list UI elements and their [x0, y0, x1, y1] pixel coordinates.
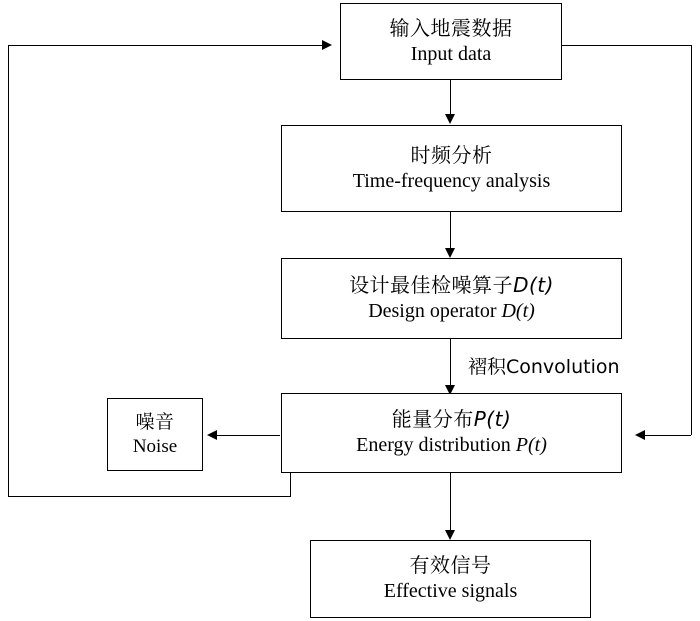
node-energy-distribution-en-text: Energy distribution: [356, 434, 516, 456]
node-time-frequency-analysis-label-cn: 时频分析: [410, 142, 493, 167]
node-design-operator-label-en: [368, 299, 535, 325]
node-design-operator-en-math: D(t): [501, 299, 535, 322]
feedback-right-vertical: [691, 45, 692, 435]
feedback-left-top-horizontal: [8, 45, 323, 46]
node-input-data-label-en: Input data: [410, 42, 492, 65]
node-input-data-label-cn: 输入地震数据: [389, 15, 513, 40]
connector-energy-to-noise: [217, 435, 280, 436]
node-effective-signals-label-en: Effective signals: [383, 580, 518, 602]
node-design-operator[interactable]: [281, 258, 622, 339]
arrowhead-feedback-to-energy: [635, 430, 645, 440]
arrowhead-energy-to-noise: [207, 430, 217, 440]
node-energy-distribution-en-math: P(t): [515, 434, 547, 456]
node-energy-distribution-cn-text: 能量分布: [391, 407, 474, 432]
arrowhead-tfa-to-operator: [445, 248, 455, 258]
connector-input-to-tfa: [450, 80, 451, 117]
node-design-operator-en-text: Design operator: [368, 299, 502, 322]
node-energy-distribution-cn-math: P(t): [473, 407, 512, 432]
feedback-right-bottom-horizontal: [645, 435, 691, 436]
node-noise-label-cn: 噪音: [135, 411, 175, 434]
node-energy-distribution-label-en: [356, 433, 547, 459]
edge-label-convolution: 褶积Convolution: [466, 352, 622, 379]
connector-operator-to-energy: [450, 339, 451, 391]
node-time-frequency-analysis-label-en: Time-frequency analysis: [352, 169, 551, 192]
node-energy-distribution[interactable]: [281, 393, 622, 473]
node-design-operator-label-cn: [349, 273, 554, 299]
connector-energy-to-effective: [450, 473, 451, 535]
feedback-left-bottom-horizontal: [8, 496, 290, 497]
connector-tfa-to-operator: [450, 212, 451, 250]
node-effective-signals[interactable]: [310, 540, 591, 618]
node-design-operator-cn-text: 设计最佳检噪算子: [349, 272, 514, 297]
arrowhead-energy-to-effective: [445, 530, 455, 540]
node-effective-signals-label-cn: 有效信号: [409, 553, 492, 578]
node-design-operator-cn-math: D(t): [513, 272, 554, 297]
feedback-right-top-horizontal: [562, 45, 692, 46]
feedback-left-riser: [290, 473, 291, 497]
node-time-frequency-analysis[interactable]: [281, 125, 622, 212]
arrowhead-input-to-tfa: [445, 114, 455, 124]
node-input-data[interactable]: [340, 3, 562, 80]
node-noise[interactable]: [107, 398, 203, 471]
node-energy-distribution-label-cn: [392, 407, 512, 433]
feedback-left-vertical: [8, 45, 9, 497]
arrowhead-feedback-to-input: [322, 40, 332, 50]
node-noise-label-en: Noise: [132, 435, 178, 457]
